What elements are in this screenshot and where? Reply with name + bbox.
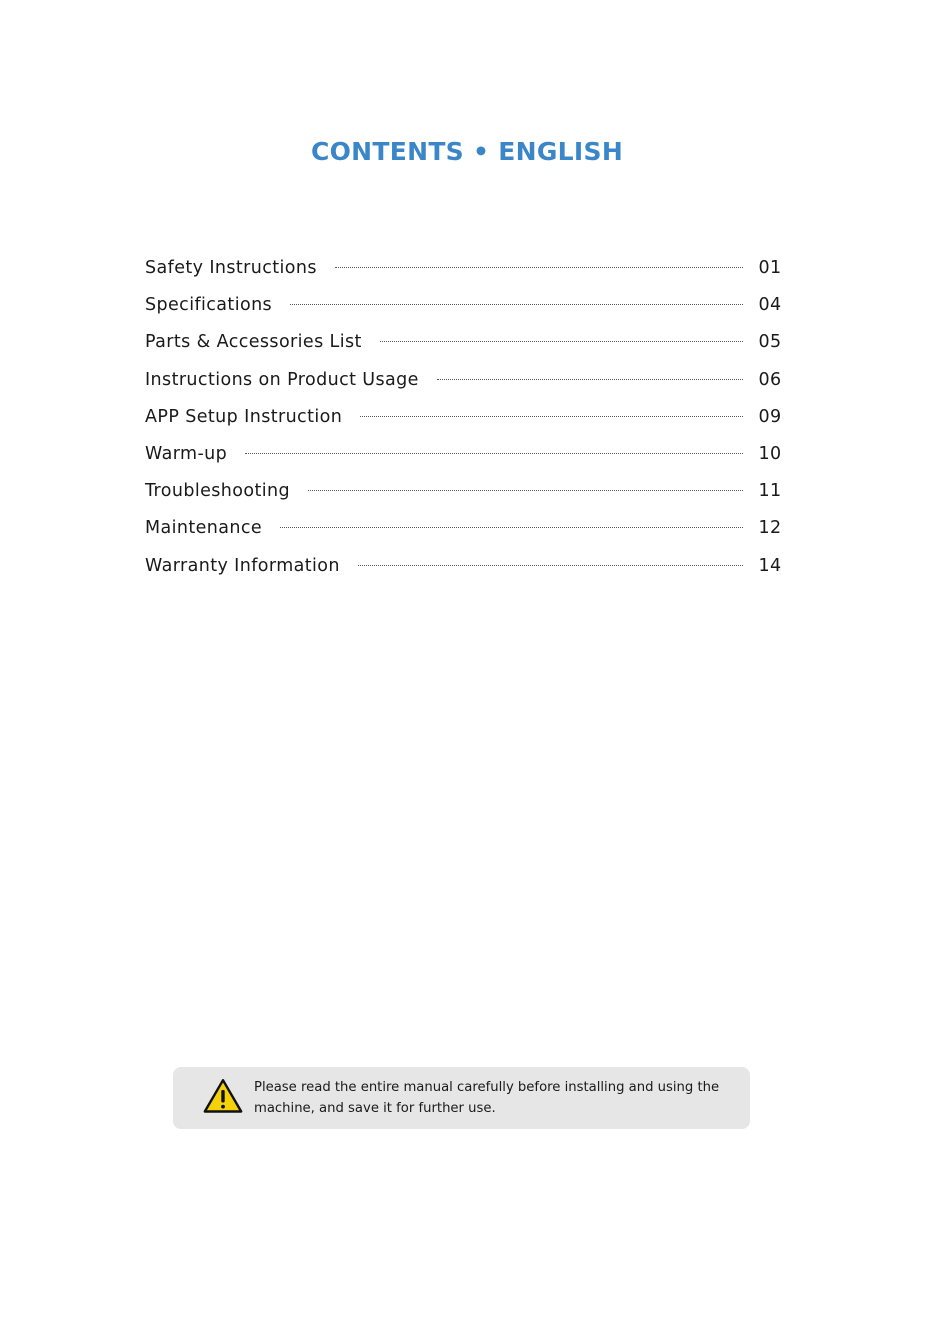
dot-leader <box>360 416 743 417</box>
dot-leader <box>290 304 743 305</box>
toc-entry-title: Warranty Information <box>145 555 340 576</box>
toc-entry-title: Warm-up <box>145 443 228 464</box>
toc-entry-title: Troubleshooting <box>145 481 291 502</box>
dot-leader <box>358 565 743 566</box>
toc-entry-title: APP Setup Instruction <box>145 406 343 427</box>
toc-entry-page: 06 <box>758 369 782 390</box>
toc-entry-warranty-information[interactable] <box>145 548 785 585</box>
toc-entry-product-usage[interactable] <box>145 362 785 399</box>
toc-entry-title: Parts & Accessories List <box>145 332 362 353</box>
notice-text: Please read the entire manual carefully before installing and using the machine, and save it for further use. <box>254 1080 720 1116</box>
toc-entry-page: 12 <box>758 518 782 539</box>
toc-entry-app-setup[interactable] <box>145 399 785 436</box>
dot-leader <box>308 490 743 491</box>
toc-entry-page: 04 <box>758 295 782 316</box>
toc-entry-warm-up[interactable] <box>145 436 785 473</box>
notice-box <box>173 1067 750 1129</box>
toc-entry-title: Specifications <box>145 295 273 316</box>
toc-entry-page: 11 <box>758 481 782 502</box>
dot-leader <box>437 379 743 380</box>
toc-entry-page: 10 <box>758 443 782 464</box>
dot-leader <box>335 267 743 268</box>
toc-entry-title: Safety Instructions <box>145 258 317 278</box>
dot-leader <box>280 527 743 528</box>
toc-entry-maintenance[interactable] <box>145 510 785 547</box>
table-of-contents <box>145 250 785 585</box>
toc-entry-title: Maintenance <box>145 518 263 539</box>
warning-icon <box>203 1078 243 1114</box>
toc-entry-page: 01 <box>758 258 782 278</box>
dot-leader <box>245 453 743 454</box>
toc-entry-parts-accessories-list[interactable] <box>145 324 785 361</box>
toc-entry-safety-instructions[interactable] <box>145 250 785 287</box>
toc-entry-page: 09 <box>758 406 782 427</box>
toc-entry-page: 14 <box>758 555 782 576</box>
toc-entry-specifications[interactable] <box>145 287 785 324</box>
toc-entry-page: 05 <box>758 332 782 353</box>
dot-leader <box>380 341 743 342</box>
toc-entry-title: Instructions on Product Usage <box>145 369 419 390</box>
toc-entry-troubleshooting[interactable] <box>145 473 785 510</box>
page-title: CONTENTS • ENGLISH <box>310 137 624 166</box>
